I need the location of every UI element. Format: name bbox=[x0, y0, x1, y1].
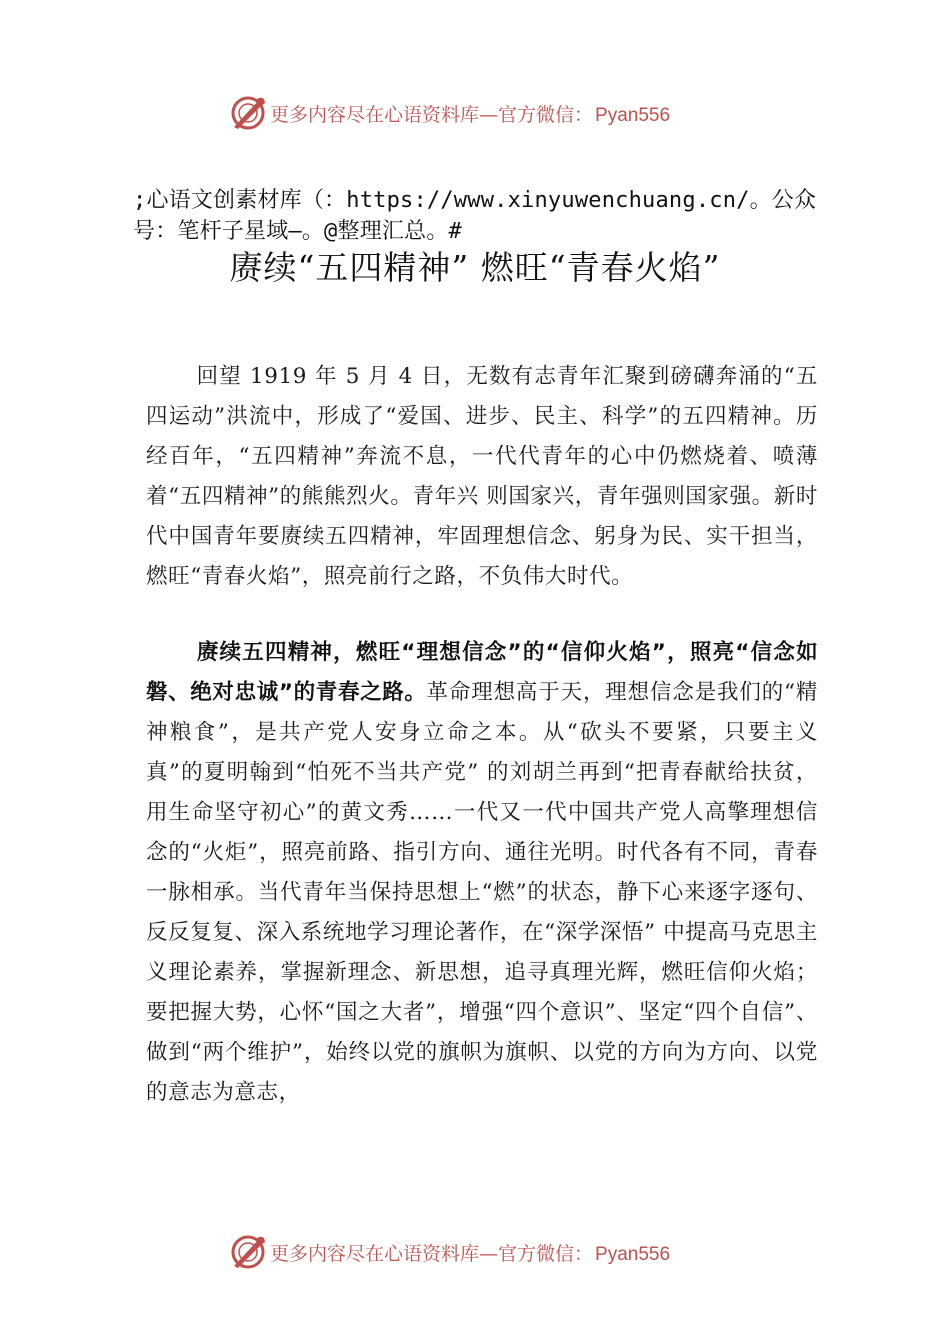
paragraph-2-body: 革命理想高于天，理想信念是我们的“精神粮食”，是共产党人安身立命之本。从“砍头不要紧，只要主义真”的夏明翰到“怕死不当共产党” 的刘胡兰再到“把青春献给扶贫，用生命坚守初心”的黄文秀……一代又一代中国共产党人高擎理想信念的“火炬”，照亮前路、指引方向、通往光明。时代各有不同，青春一脉相承。当代青年当保持思想上“燃”的状态，静下心来逐字逐句、反反复复、深入系统地学习理论著作，在“深学深悟” 中提高马克思主义理论素养，掌握新理念、新思想，追寻真理光辉，燃旺信仰火焰；要把握大势，心怀“国之大者”，增强“四个意识”、坚定“四个自信”、做到“两个维护”，始终以党的旗帜为旗帜、以党的方向为方向、以党的意志为意志， bbox=[146, 680, 818, 1105]
footer-wechat-label: 官方微信： bbox=[498, 1242, 594, 1265]
footer-promo-text: 更多内容尽在心语资料库— bbox=[270, 1242, 499, 1265]
paragraph-1 bbox=[146, 357, 818, 597]
quill-pen-logo-icon bbox=[228, 93, 268, 133]
paragraph-1-text: 回望 1919 年 5 月 4 日，无数有志青年汇聚到磅礴奔涌的“五四运动”洪流中，形成了“爱国、进步、民主、科学”的五四精神。历经百年，“五四精神”奔流不息，一代代青年的心中仍燃烧着、喷薄着“五四精神”的熊熊烈火。青年兴 则国家兴，青年强则国家强。新时代中国青年要赓续五四精神，牢固理想信念、躬身为民、实干担当，燃旺“青春火焰”，照亮前行之路，不负伟大时代。 bbox=[146, 364, 818, 589]
banner-promo-text: 更多内容尽在心语资料库— bbox=[270, 103, 499, 126]
article-title: 赓续“五四精神” 燃旺“青春火焰” bbox=[229, 248, 721, 287]
quill-pen-logo-icon bbox=[228, 1232, 268, 1272]
header-banner bbox=[228, 93, 728, 133]
footer-banner bbox=[228, 1232, 728, 1272]
paragraph-2 bbox=[146, 633, 818, 1113]
banner-wechat-label: 官方微信： bbox=[498, 103, 594, 126]
source-note: ;心语文创素材库（：https://www.xinyuwenchuang.cn/。公众号：笔杆子星域—。@整理汇总。# bbox=[133, 188, 817, 244]
banner-wechat bbox=[498, 100, 670, 127]
paragraph-2-lead: 赓续五四精神，燃旺“理想信念”的“信仰火焰”，照亮“信念如磐、绝对忠诚”的青春之路。 bbox=[146, 640, 818, 705]
footer-wechat bbox=[498, 1239, 670, 1266]
banner-wechat-id: Pyan556 bbox=[595, 104, 671, 126]
footer-wechat-id: Pyan556 bbox=[595, 1243, 671, 1265]
